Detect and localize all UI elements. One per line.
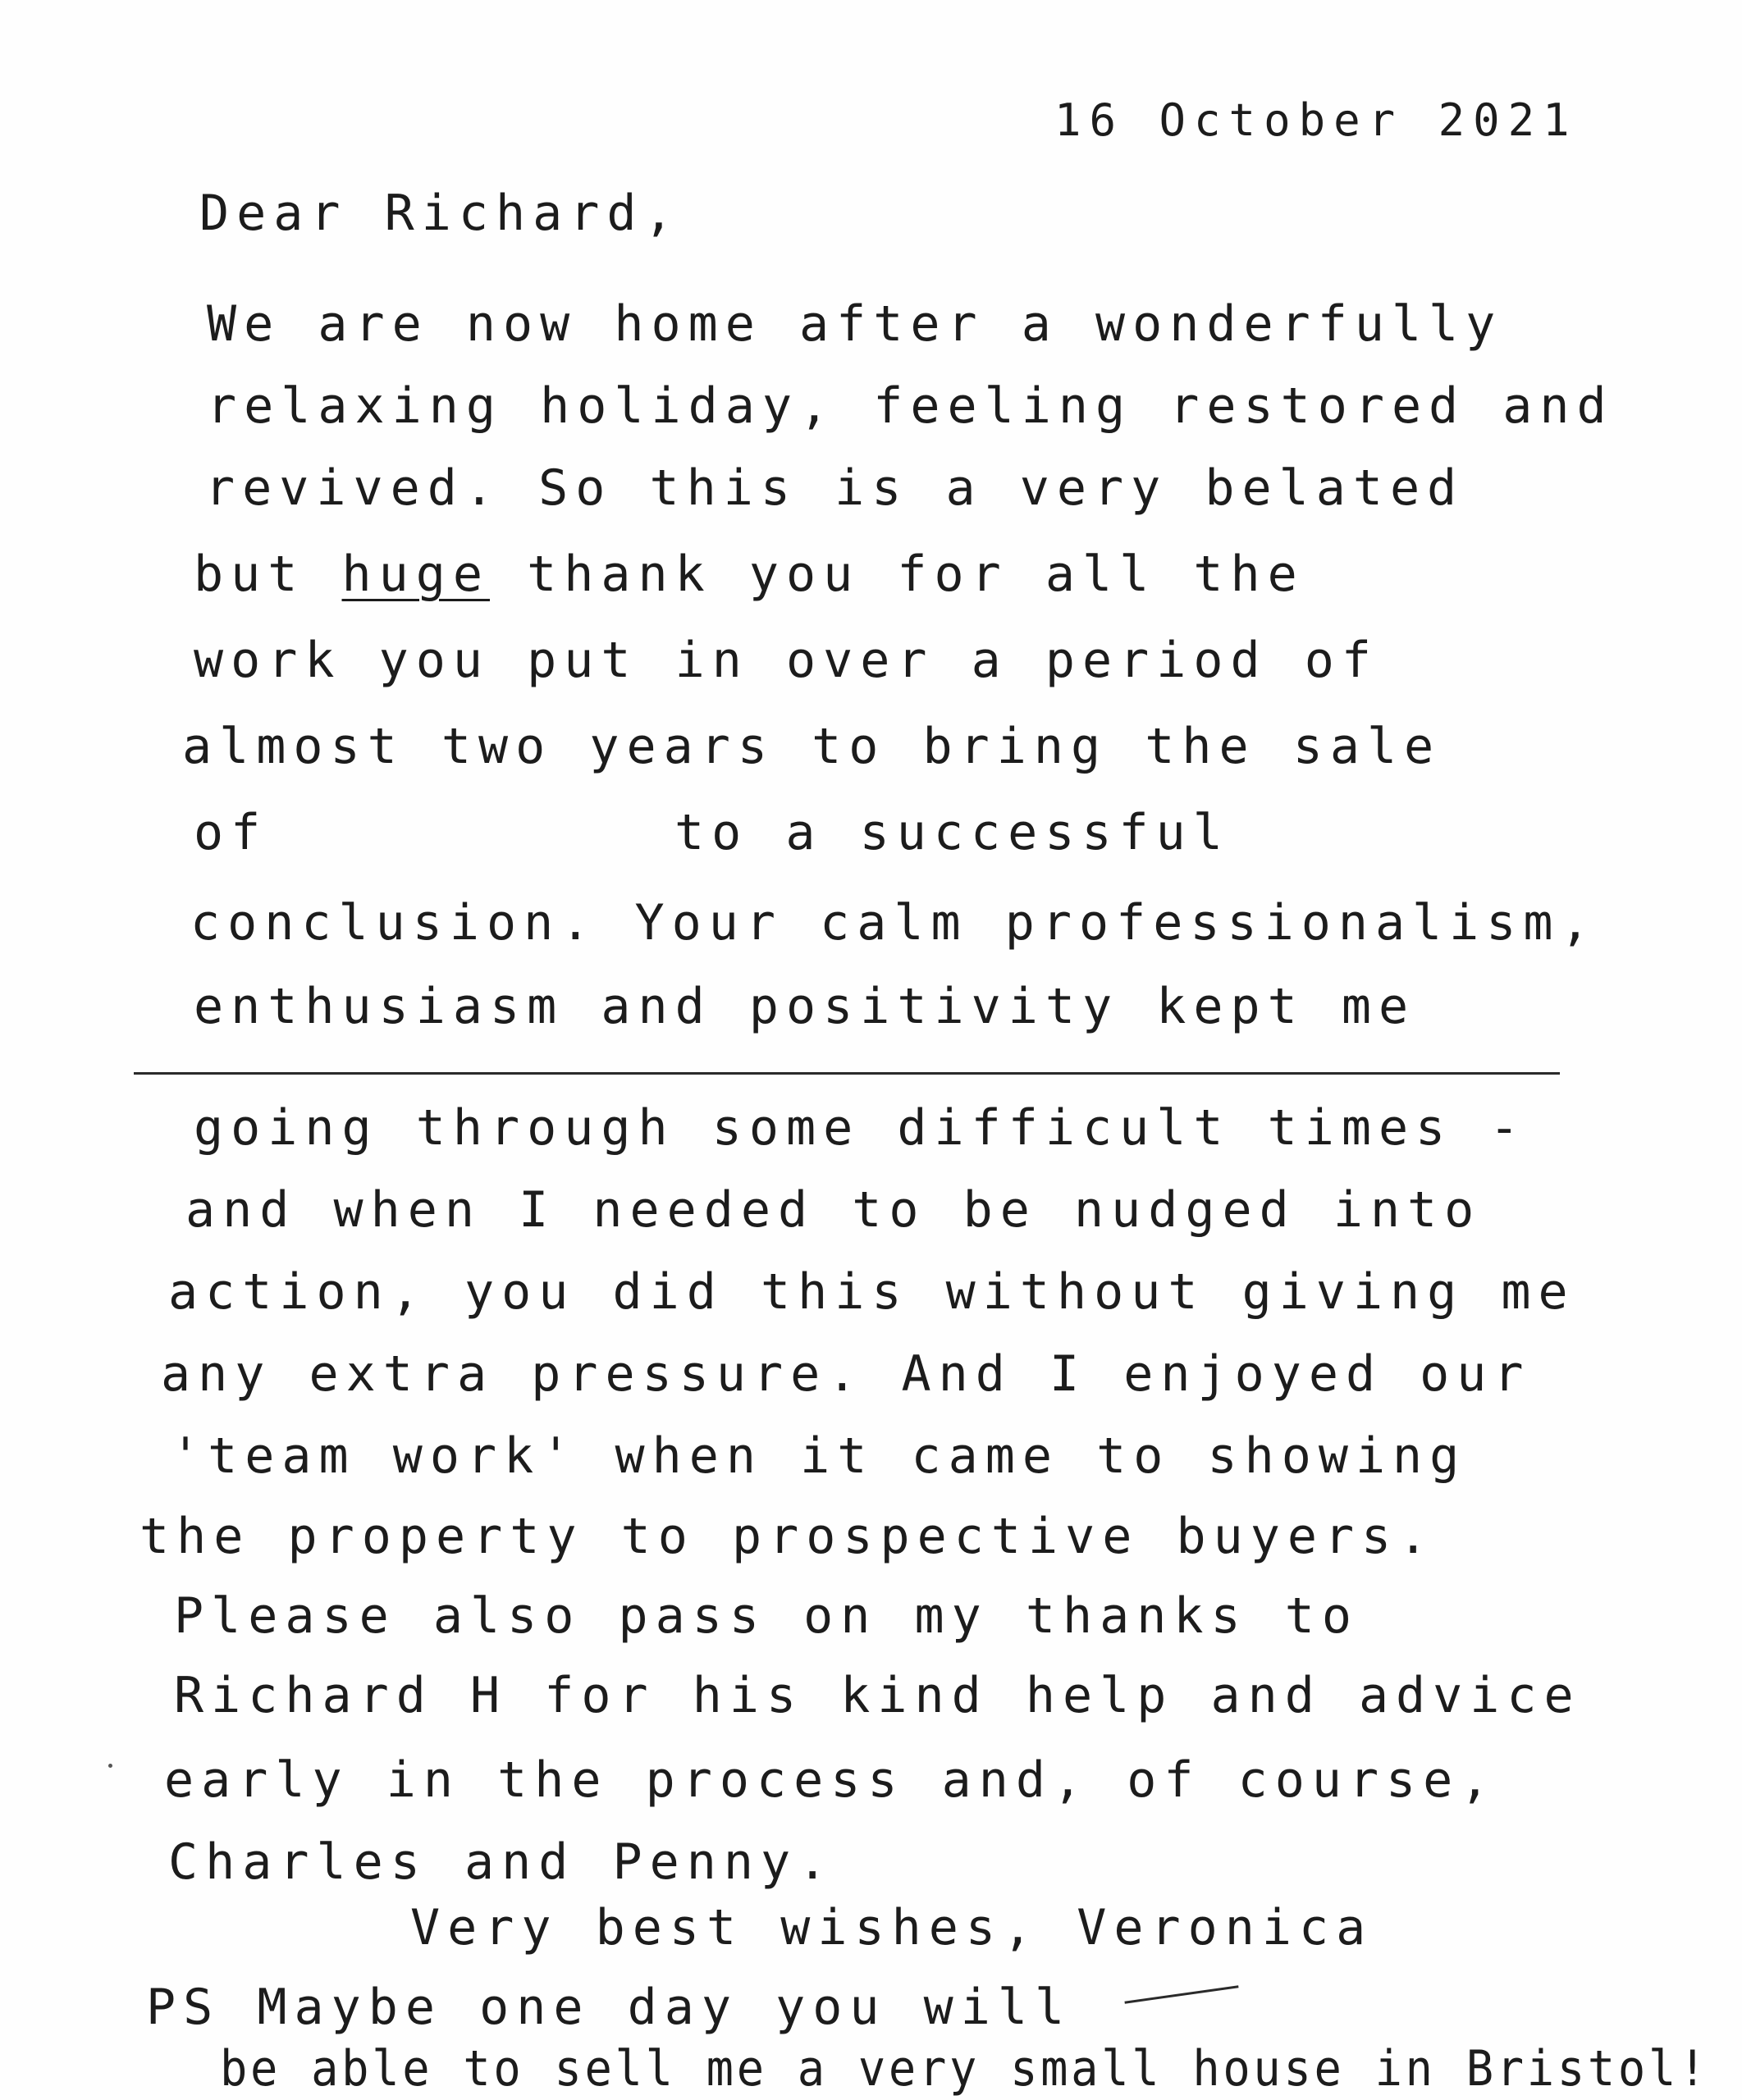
body-line-4 <box>194 546 1305 603</box>
paper-speck <box>108 1764 112 1768</box>
closing-signature: Very best wishes, Veronica <box>410 1899 1374 1956</box>
body-line-7-end: to a successful <box>674 804 1230 861</box>
page-divider <box>134 1072 1560 1075</box>
body-line-4-end: thank you for all the <box>490 546 1305 603</box>
body-line-10: going through some difficult times - <box>194 1099 1527 1157</box>
body-line-9: enthusiasm and positivity kept me <box>194 978 1416 1035</box>
salutation: Dear Richard, <box>199 185 681 242</box>
body-line-11: and when I needed to be nudged into <box>185 1181 1482 1239</box>
body-line-1: We are now home after a wonderfully <box>207 295 1503 353</box>
body-line-7-start: of <box>194 804 268 861</box>
pen-stroke-mark <box>1124 1985 1238 2003</box>
body-line-17: Richard H for his kind help and advice <box>174 1667 1581 1724</box>
body-line-18: early in the process and, of course, <box>164 1751 1497 1809</box>
body-line-3: revived. So this is a very belated <box>205 459 1465 517</box>
body-line-19: Charles and Penny. <box>168 1833 835 1891</box>
body-line-14: 'team work' when it came to showing <box>171 1427 1467 1485</box>
body-line-12: action, you did this without giving me <box>168 1263 1575 1321</box>
body-line-13: any extra pressure. And I enjoyed our <box>161 1345 1531 1403</box>
body-line-8: conclusion. Your calm professionalism, <box>190 894 1598 952</box>
body-line-4-start: but <box>194 546 342 603</box>
body-line-6: almost two years to bring the sale <box>182 718 1442 775</box>
body-line-15: the property to prospective buyers. <box>139 1508 1436 1565</box>
postscript-line-2: be able to sell me a very small house in Bristol! <box>220 2040 1710 2098</box>
body-line-5: work you put in over a period of <box>194 632 1379 689</box>
underlined-word: huge <box>341 546 490 603</box>
letter-date: 16 October 2021 <box>1054 94 1578 146</box>
postscript-line-1: PS Maybe one day you will <box>146 1979 1072 2036</box>
body-line-16: Please also pass on my thanks to <box>174 1587 1359 1645</box>
body-line-2: relaxing holiday, feeling restored and <box>207 377 1614 435</box>
